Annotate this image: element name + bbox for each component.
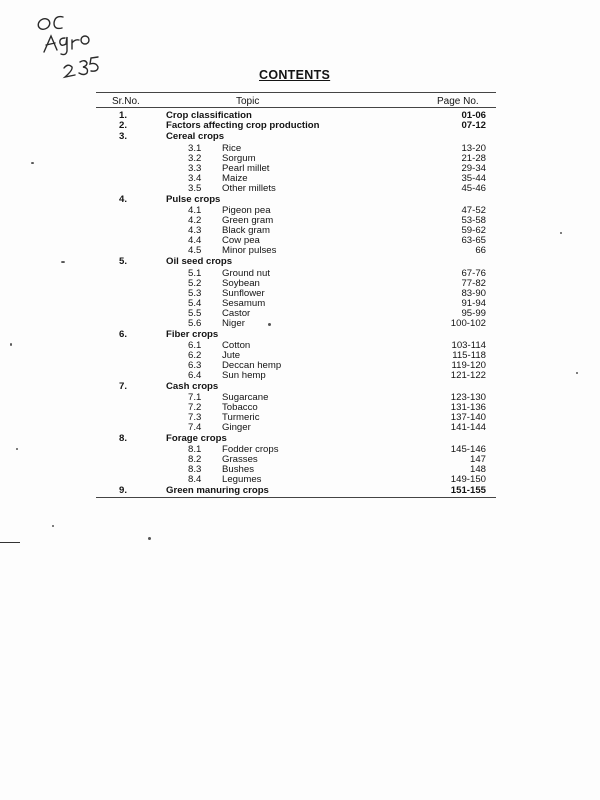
section-title: Crop classification (166, 110, 252, 121)
subsection-number: 8.1 (188, 444, 202, 455)
subsection-number: 6.4 (188, 370, 202, 381)
handwritten-note-drawing (30, 12, 150, 92)
subsection-title: Jute (222, 350, 241, 361)
handwritten-note (30, 12, 150, 92)
subsection-number: 7.2 (188, 402, 202, 413)
section-number: 9. (119, 485, 128, 496)
section-number: 4. (119, 194, 128, 205)
header-page: Page No. (437, 96, 479, 107)
subsection-title: Sun hemp (222, 370, 266, 381)
page-range: 145-146 (450, 444, 486, 455)
section-number: 5. (119, 256, 128, 267)
subsection-number: 8.2 (188, 454, 202, 465)
page-range: 115-118 (452, 350, 486, 361)
page-range: 77-82 (461, 278, 486, 289)
section-row (0, 256, 600, 268)
subsection-title: Sugarcane (222, 392, 269, 403)
section-number: 8. (119, 433, 128, 444)
scan-edge-mark (0, 542, 20, 543)
subsection-title: Pearl millet (222, 163, 270, 174)
page-range: 29-34 (461, 163, 486, 174)
subsection-title: Other millets (222, 183, 276, 194)
page-range: 95-99 (461, 308, 486, 319)
subsection-title: Bushes (222, 464, 254, 475)
page-range: 148 (469, 464, 486, 475)
subsection-title: Cow pea (222, 235, 260, 246)
page-title: CONTENTS (259, 68, 331, 82)
header-bottom-rule (96, 107, 496, 108)
page-range: 147 (469, 454, 486, 465)
subsection-number: 6.3 (188, 360, 202, 371)
page-range: 59-62 (461, 225, 486, 236)
page-range: 63-65 (461, 235, 486, 246)
page-range: 21-28 (461, 153, 486, 164)
subsection-number: 7.4 (188, 422, 202, 433)
subsection-title: Cotton (222, 340, 251, 351)
subsection-number: 8.4 (188, 474, 202, 485)
subsection-number: 5.2 (188, 278, 202, 289)
subsection-number: 4.5 (188, 245, 202, 256)
subsection-number: 3.2 (188, 153, 202, 164)
subsection-title: Rice (222, 143, 242, 154)
page-range: 151-155 (450, 485, 486, 496)
section-title: Factors affecting crop production (166, 120, 320, 131)
section-title: Forage crops (166, 433, 227, 444)
subsection-title: Minor pulses (222, 245, 277, 256)
subsection-title: Pigeon pea (222, 205, 271, 216)
subsection-title: Sesamum (222, 298, 266, 309)
page-range: 07-12 (461, 120, 486, 131)
page-range: 149-150 (450, 474, 486, 485)
section-title: Cash crops (166, 381, 219, 392)
page-range: 141-144 (450, 422, 486, 433)
page-range: 137-140 (450, 412, 486, 423)
subsection-number: 6.1 (188, 340, 202, 351)
subsection-title: Legumes (222, 474, 262, 485)
page-range: 119-120 (451, 360, 486, 371)
page-range: 67-76 (461, 268, 486, 279)
page-range: 123-130 (450, 392, 486, 403)
subsection-title: Castor (222, 308, 251, 319)
subsection-number: 3.4 (188, 173, 202, 184)
subsection-number: 8.3 (188, 464, 202, 475)
subsection-number: 5.1 (188, 268, 202, 279)
subsection-number: 7.1 (188, 392, 202, 403)
page-range: 53-58 (461, 215, 486, 226)
section-row (0, 485, 600, 497)
subsection-title: Sorgum (222, 153, 256, 164)
subsection-title: Grasses (222, 454, 258, 465)
page-range: 45-46 (461, 183, 486, 194)
page-range: 121-122 (450, 370, 486, 381)
section-title: Cereal crops (166, 131, 225, 142)
page-range: 35-44 (461, 173, 486, 184)
section-number: 2. (119, 120, 128, 131)
subsection-title: Maize (222, 173, 248, 184)
section-number: 7. (119, 381, 128, 392)
section-number: 6. (119, 329, 128, 340)
page-range: 131-136 (450, 402, 486, 413)
subsection-number: 3.1 (188, 143, 202, 154)
subsection-title: Ginger (222, 422, 251, 433)
section-row (0, 131, 600, 143)
subsection-number: 5.5 (188, 308, 202, 319)
subsection-number: 5.4 (188, 298, 202, 309)
section-title: Green manuring crops (166, 485, 269, 496)
subsection-title: Ground nut (222, 268, 271, 279)
table-bottom-rule (96, 497, 496, 498)
page-range: 13-20 (461, 143, 486, 154)
page-range: 100-102 (450, 318, 486, 329)
subsection-title: Black gram (222, 225, 270, 236)
header-top-rule (96, 92, 496, 93)
page-range: 47-52 (461, 205, 486, 216)
subsection-number: 4.2 (188, 215, 202, 226)
subsection-number: 4.4 (188, 235, 202, 246)
subsection-number: 4.1 (188, 205, 202, 216)
section-title: Fiber crops (166, 329, 219, 340)
header-srno: Sr.No. (112, 96, 140, 107)
subsection-number: 3.3 (188, 163, 202, 174)
page-range: 66 (475, 245, 486, 256)
subsection-number: 5.6 (188, 318, 202, 329)
subsection-title: Turmeric (222, 412, 260, 423)
section-title: Oil seed crops (166, 256, 233, 267)
subsection-title: Deccan hemp (222, 360, 282, 371)
header-topic: Topic (236, 96, 260, 107)
subsection-title: Niger (222, 318, 245, 329)
page-range: 01-06 (461, 110, 486, 121)
section-title: Pulse crops (166, 194, 221, 205)
section-number: 1. (119, 110, 128, 121)
subsection-title: Fodder crops (222, 444, 279, 455)
subsection-number: 3.5 (188, 183, 202, 194)
subsection-number: 4.3 (188, 225, 202, 236)
subsection-title: Soybean (222, 278, 260, 289)
subsection-number: 5.3 (188, 288, 202, 299)
page-range: 91-94 (461, 298, 486, 309)
subsection-number: 7.3 (188, 412, 202, 423)
subsection-title: Tobacco (222, 402, 258, 413)
subsection-title: Green gram (222, 215, 274, 226)
section-number: 3. (119, 131, 128, 142)
subsection-title: Sunflower (222, 288, 265, 299)
page-range: 83-90 (461, 288, 486, 299)
page-range: 103-114 (451, 340, 486, 351)
subsection-number: 6.2 (188, 350, 202, 361)
